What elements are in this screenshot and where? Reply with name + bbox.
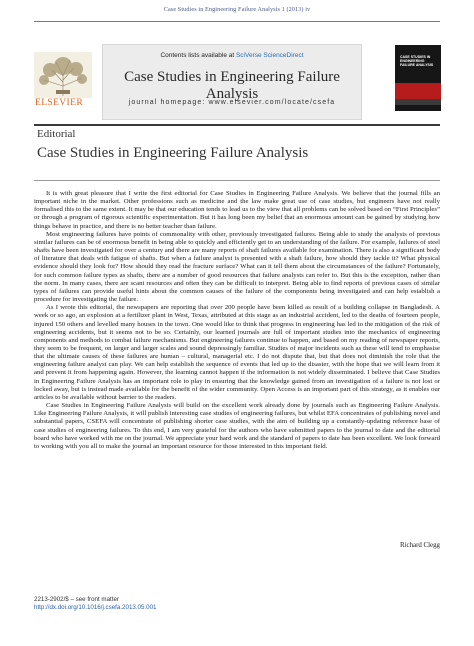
- section-label: Editorial: [37, 128, 76, 140]
- journal-info-box: [102, 44, 362, 120]
- journal-homepage[interactable]: journal homepage: www.elsevier.com/locate/csefa: [128, 99, 336, 106]
- running-head: [0, 6, 474, 13]
- contents-prefix: Contents lists available at: [160, 52, 236, 59]
- paragraph: As I wrote this editorial, the newspapers are reporting that over 200 people have been killed as result of a building collapse in Bangladesh. A week or so ago, an explosion at a fertilizer plant in West, Texas, attributed at this stage as an industrial accident, led to the deaths of fourteen people, injured 150 others and levelled many houses in the town. One would like to think that progress in engineering has led to the mitigation of the risk of engineering accidents, but it seems not to be so. Certainly, our learned journals are full of important studies into the mechanics of engineering components and methods to combat failure mechanisms. But engineering failures continue to happen, and based on my reading of newspaper reports, they seem to be frequent, on larger and larger scales and sound depressingly familiar. Studies of major incidents such as these will tend to emphasise that the ultimate causes of these failures are human – cultural, managerial etc. I do not dispute that, but that does not diminish the role that the engineering failure analyst can play. We can help establish the sequence of events that led up to the disaster, with the hope that we will learn from it and prevent it from happening again. However, the learning cannot happen if the information is not widely disseminated. I believe that Case Studies in Engineering Failure Analysis has an important role to play in ensuring that the knowledge gained from an investigation of a failure is not lost or locked away, but is instead made available for the benefit of the wider community. Open Access is an important part of this strategy, as it enables our articles to be available without barrier to the readers.: [34, 304, 440, 401]
- paragraph: Most engineering failures have points of commonality with other, previously investigated failures. Being able to study the analysis of previous similar failures can be of enormous benefit in being able to quickly and efficiently get to an understanding of the failure. For example, failures of steel shafts have been investigated for over a century and there are many reports of shaft failures available for examination. There is also a significant body of literature that deals with fatigue of shafts. But when a failure analyst is presented with a shaft failure, how should they tackle it? What physical evidence should they look for? How should they read the fracture surface? What can it tell them about the circumstances of the failure? Fortunately, for such common failure types as shafts, there are a number of good resources that failure analysts can refer to. But this is the exception, rather than the norm. In many cases, there are scant resources and often they can be difficult to interpret. Being able to find reports of previous cases of similar types of failures can provide useful hints about the common causes of the failure of the components being investigated and can help establish a procedure for investigating the failure.: [34, 230, 440, 304]
- journal-cover-thumbnail: [395, 45, 441, 111]
- doi-link[interactable]: http://dx.doi.org/10.1016/j.csefa.2013.05.001: [34, 604, 157, 612]
- author-signature: Richard Clegg: [400, 542, 440, 549]
- cover-red-band: [395, 83, 441, 99]
- elsevier-wordmark: ELSEVIER: [35, 98, 84, 108]
- sciencedirect-link[interactable]: SciVerse ScienceDirect: [235, 52, 304, 59]
- journal-title: Case Studies in Engineering Failure Analysis: [124, 69, 340, 102]
- footer-notes: [34, 596, 156, 612]
- paragraph: Case Studies in Engineering Failure Analysis will build on the excellent work already done by journals such as Engineering Failure Analysis. Like Engineering Failure Analysis, it will publish interesting case studies of engineering failures, but whilst EFA concentrates of publishing novel and substantial papers, CSEFA will concentrate of publishing shorter case studies, with the aim of building up a constantly-updating reference base of case studies of engineering failures. To this end, I am very grateful for the authors who have submitted papers to the journal to date and the editorial board who have worked with me on the journal. We appreciate your hard work and the standard of papers to date has been excellent. We look forward to working with you all to make the journal an important resource for those interested in this important field.: [34, 402, 440, 450]
- running-head-link[interactable]: Case Studies in Engineering Failure Analysis 1 (2013) iv: [163, 6, 311, 13]
- issn-line: 2213-2902/$ – see front matter: [34, 596, 119, 603]
- top-divider: [34, 21, 440, 22]
- header-divider: [34, 124, 440, 126]
- contents-line: [103, 52, 361, 59]
- cover-title: CASE STUDIES IN ENGINEERING FAILURE ANALYSIS: [400, 55, 434, 68]
- article-title: Case Studies in Engineering Failure Analysis: [37, 145, 309, 161]
- article-body: [34, 190, 440, 451]
- title-divider: [34, 180, 440, 181]
- cover-dark-band: [395, 99, 441, 105]
- paragraph: It is with great pleasure that I write the first editorial for Case Studies in Engineering Failure Analysis. We believe that the journal fills an important niche in the market. Other professions such as medicine and the law make great use of case studies, but engineers have not really formalised this to the same extent. It may be that our education tends to lead us to the view that all problems can be solved based on “First Principles” or through a program of rigorous scientific experimentation. But it has long been my belief that an enormous amount can be gained by studying how things behave in practice, and there is no better teacher than failure.: [34, 190, 440, 230]
- journal-banner: [32, 44, 442, 118]
